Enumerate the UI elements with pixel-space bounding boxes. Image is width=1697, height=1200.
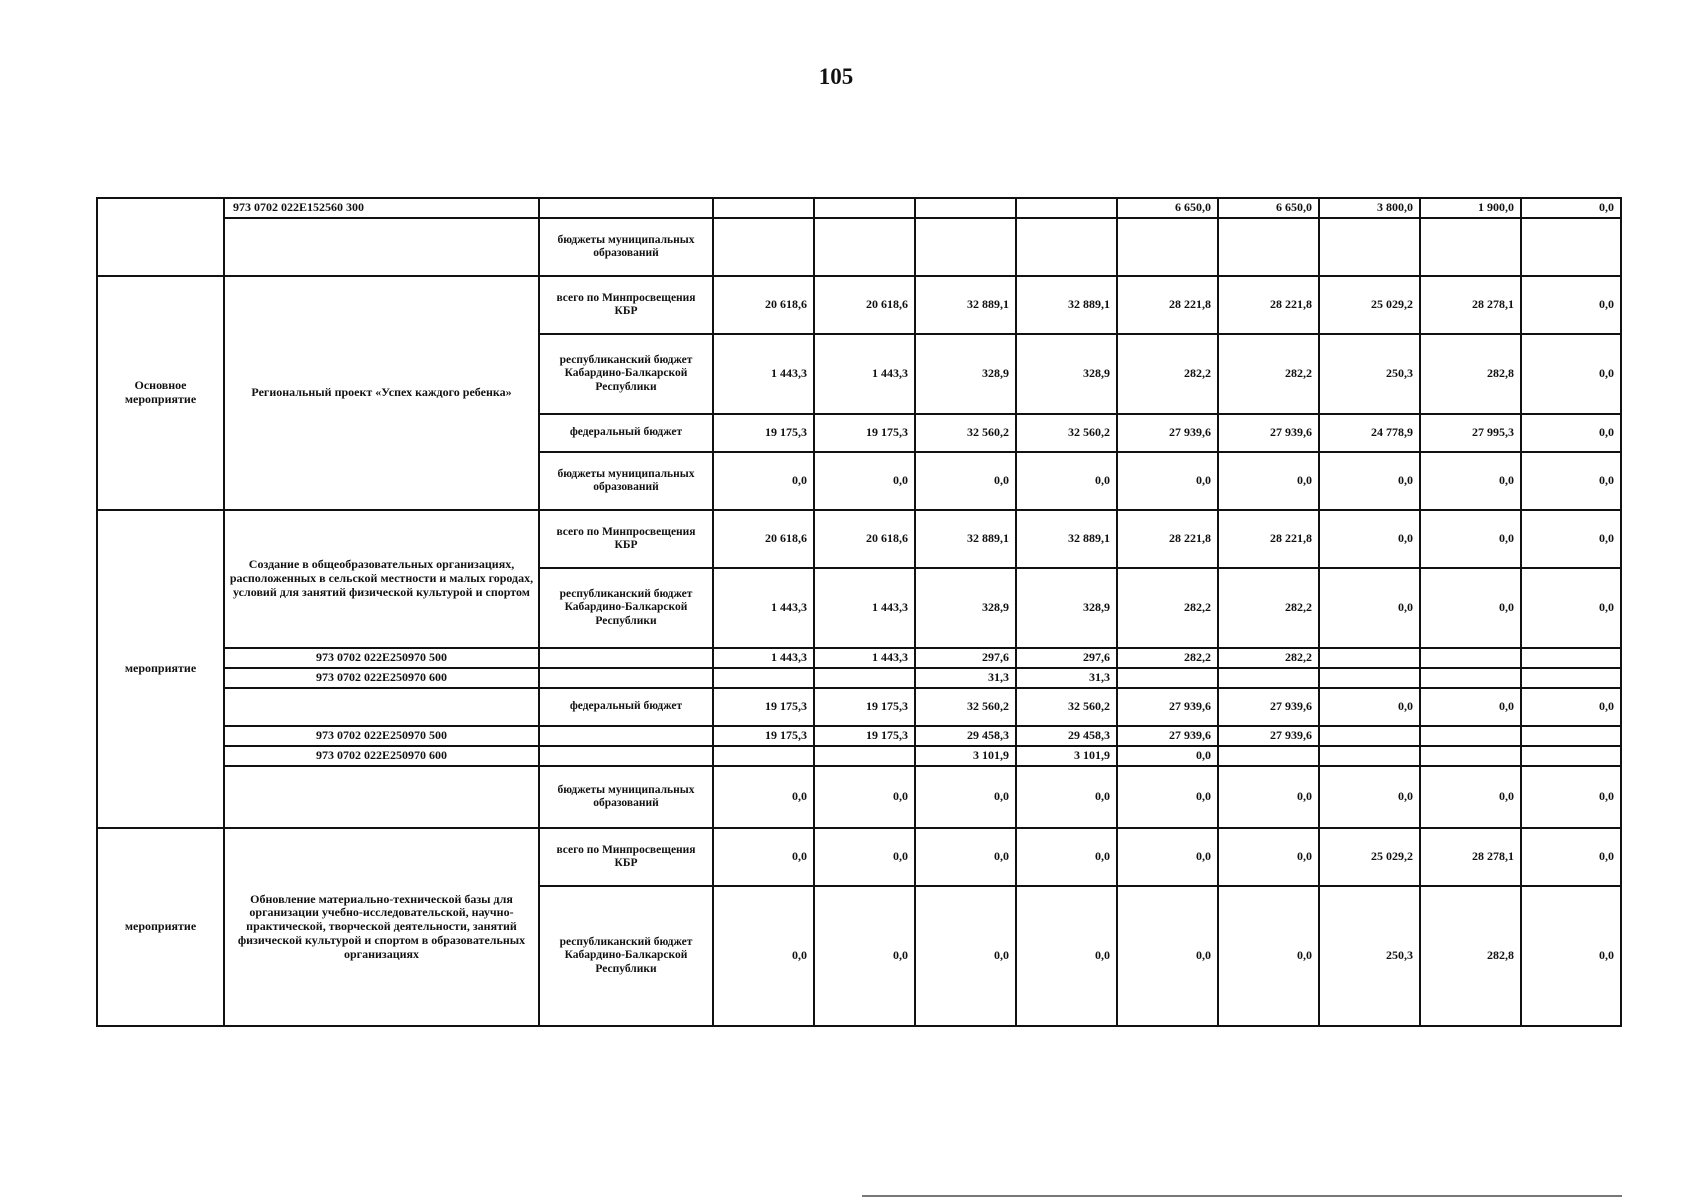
value-cell: 1 443,3 xyxy=(713,648,814,668)
source-cell xyxy=(539,726,713,746)
value-cell: 0,0 xyxy=(1319,688,1420,726)
value-cell xyxy=(1218,218,1319,276)
value-cell: 328,9 xyxy=(915,334,1016,414)
value-cell: 297,6 xyxy=(1016,648,1117,668)
value-cell: 282,2 xyxy=(1218,648,1319,668)
table-row xyxy=(97,276,1621,334)
value-cell: 3 101,9 xyxy=(915,746,1016,766)
value-cell: 0,0 xyxy=(1521,276,1621,334)
value-cell: 0,0 xyxy=(1319,568,1420,648)
value-cell: 282,2 xyxy=(1218,568,1319,648)
value-cell: 0,0 xyxy=(713,452,814,510)
value-cell: 0,0 xyxy=(814,766,915,828)
value-cell: 0,0 xyxy=(1016,766,1117,828)
source-label: бюджеты муниципальных образований xyxy=(539,766,713,828)
value-cell xyxy=(1420,746,1521,766)
value-cell: 28 221,8 xyxy=(1117,276,1218,334)
table-row xyxy=(97,668,1621,688)
value-cell: 29 458,3 xyxy=(1016,726,1117,746)
kbk-code: 973 0702 022E250970 600 xyxy=(224,746,539,766)
value-cell: 297,6 xyxy=(915,648,1016,668)
table-row xyxy=(97,746,1621,766)
type-cell: мероприятие xyxy=(97,510,224,828)
value-cell: 250,3 xyxy=(1319,334,1420,414)
value-cell: 282,2 xyxy=(1117,334,1218,414)
value-cell: 282,8 xyxy=(1420,886,1521,1026)
kbk-code: 973 0702 022E250970 500 xyxy=(224,726,539,746)
value-cell: 0,0 xyxy=(1319,510,1420,568)
value-cell: 0,0 xyxy=(1016,452,1117,510)
value-cell xyxy=(814,746,915,766)
value-cell: 28 278,1 xyxy=(1420,828,1521,886)
name-cell: Региональный проект «Успех каждого ребенка» xyxy=(224,276,539,510)
source-label: всего по Минпросвещения КБР xyxy=(539,276,713,334)
source-label: республиканский бюджет Кабардино-Балкарской Республики xyxy=(539,568,713,648)
name-cell: Обновление материально-технической базы для организации учебно-исследовательской, научно-практической, творческой деятельности, занятий физической культурой и спортом в образовательных организациях xyxy=(224,828,539,1026)
value-cell: 32 889,1 xyxy=(915,510,1016,568)
value-cell: 0,0 xyxy=(915,452,1016,510)
value-cell xyxy=(1016,198,1117,218)
value-cell: 0,0 xyxy=(915,766,1016,828)
value-cell: 19 175,3 xyxy=(814,688,915,726)
value-cell: 27 939,6 xyxy=(1218,414,1319,452)
value-cell: 0,0 xyxy=(1319,452,1420,510)
value-cell: 0,0 xyxy=(713,828,814,886)
value-cell: 0,0 xyxy=(1218,452,1319,510)
source-label: федеральный бюджет xyxy=(539,688,713,726)
value-cell xyxy=(1521,726,1621,746)
value-cell xyxy=(1016,218,1117,276)
source-label: всего по Минпросвещения КБР xyxy=(539,828,713,886)
value-cell: 1 443,3 xyxy=(713,568,814,648)
value-cell xyxy=(1218,746,1319,766)
value-cell: 1 443,3 xyxy=(713,334,814,414)
value-cell: 0,0 xyxy=(814,886,915,1026)
source-cell xyxy=(539,198,713,218)
value-cell: 32 560,2 xyxy=(915,688,1016,726)
value-cell: 1 443,3 xyxy=(814,568,915,648)
kbk-code: 973 0702 022E250970 600 xyxy=(224,668,539,688)
kbk-code: 973 0702 022E250970 500 xyxy=(224,648,539,668)
value-cell: 0,0 xyxy=(1521,334,1621,414)
value-cell xyxy=(814,218,915,276)
table-row xyxy=(97,648,1621,668)
value-cell: 31,3 xyxy=(1016,668,1117,688)
budget-table xyxy=(96,197,1622,1027)
value-cell: 0,0 xyxy=(1521,886,1621,1026)
value-cell: 328,9 xyxy=(915,568,1016,648)
value-cell: 0,0 xyxy=(1521,510,1621,568)
value-cell: 0,0 xyxy=(1420,568,1521,648)
value-cell: 1 900,0 xyxy=(1420,198,1521,218)
value-cell: 19 175,3 xyxy=(814,726,915,746)
value-cell xyxy=(1521,746,1621,766)
scan-artifact-line xyxy=(862,1195,1622,1197)
name-cell xyxy=(224,766,539,828)
value-cell: 0,0 xyxy=(1420,766,1521,828)
source-cell xyxy=(539,668,713,688)
value-cell: 27 939,6 xyxy=(1117,726,1218,746)
value-cell: 28 221,8 xyxy=(1218,510,1319,568)
value-cell xyxy=(1420,726,1521,746)
value-cell: 0,0 xyxy=(1218,766,1319,828)
value-cell: 32 560,2 xyxy=(1016,414,1117,452)
value-cell: 282,8 xyxy=(1420,334,1521,414)
value-cell: 27 939,6 xyxy=(1218,726,1319,746)
value-cell: 32 889,1 xyxy=(915,276,1016,334)
source-cell xyxy=(539,746,713,766)
value-cell: 27 939,6 xyxy=(1117,414,1218,452)
value-cell xyxy=(1218,668,1319,688)
source-label: бюджеты муниципальных образований xyxy=(539,452,713,510)
value-cell: 328,9 xyxy=(1016,334,1117,414)
source-label: республиканский бюджет Кабардино-Балкарской Республики xyxy=(539,334,713,414)
value-cell: 24 778,9 xyxy=(1319,414,1420,452)
value-cell xyxy=(713,198,814,218)
value-cell: 25 029,2 xyxy=(1319,828,1420,886)
value-cell xyxy=(814,668,915,688)
value-cell: 0,0 xyxy=(1117,746,1218,766)
value-cell xyxy=(713,218,814,276)
value-cell: 3 101,9 xyxy=(1016,746,1117,766)
value-cell: 282,2 xyxy=(1218,334,1319,414)
value-cell: 25 029,2 xyxy=(1319,276,1420,334)
value-cell xyxy=(1319,648,1420,668)
value-cell: 20 618,6 xyxy=(814,276,915,334)
value-cell: 31,3 xyxy=(915,668,1016,688)
value-cell: 0,0 xyxy=(1521,568,1621,648)
type-cell xyxy=(97,198,224,276)
value-cell xyxy=(1420,218,1521,276)
source-cell xyxy=(539,648,713,668)
value-cell: 0,0 xyxy=(713,886,814,1026)
value-cell: 0,0 xyxy=(1420,510,1521,568)
value-cell xyxy=(1117,218,1218,276)
value-cell: 27 939,6 xyxy=(1117,688,1218,726)
value-cell xyxy=(1319,726,1420,746)
name-cell xyxy=(224,688,539,726)
table-row xyxy=(97,688,1621,726)
name-cell: Создание в общеобразовательных организациях, расположенных в сельской местности и малых городах, условий для занятий физической культурой и спортом xyxy=(224,510,539,648)
value-cell: 20 618,6 xyxy=(814,510,915,568)
value-cell: 0,0 xyxy=(1521,766,1621,828)
value-cell: 19 175,3 xyxy=(713,688,814,726)
value-cell: 19 175,3 xyxy=(713,414,814,452)
value-cell: 32 889,1 xyxy=(1016,276,1117,334)
value-cell: 0,0 xyxy=(1117,766,1218,828)
value-cell: 0,0 xyxy=(1319,766,1420,828)
value-cell xyxy=(713,746,814,766)
table-row xyxy=(97,198,1621,218)
value-cell: 0,0 xyxy=(1218,828,1319,886)
value-cell: 32 560,2 xyxy=(1016,688,1117,726)
value-cell: 28 221,8 xyxy=(1117,510,1218,568)
value-cell: 19 175,3 xyxy=(814,414,915,452)
value-cell: 32 560,2 xyxy=(915,414,1016,452)
value-cell: 19 175,3 xyxy=(713,726,814,746)
value-cell: 28 278,1 xyxy=(1420,276,1521,334)
value-cell: 0,0 xyxy=(1420,452,1521,510)
value-cell: 0,0 xyxy=(1420,688,1521,726)
value-cell: 6 650,0 xyxy=(1117,198,1218,218)
value-cell: 1 443,3 xyxy=(814,334,915,414)
value-cell xyxy=(915,198,1016,218)
value-cell: 0,0 xyxy=(1521,452,1621,510)
value-cell: 0,0 xyxy=(1218,886,1319,1026)
value-cell xyxy=(1521,218,1621,276)
value-cell: 1 443,3 xyxy=(814,648,915,668)
table-row xyxy=(97,766,1621,828)
value-cell: 0,0 xyxy=(1521,198,1621,218)
value-cell: 20 618,6 xyxy=(713,510,814,568)
value-cell: 282,2 xyxy=(1117,648,1218,668)
table-row xyxy=(97,828,1621,886)
type-cell: мероприятие xyxy=(97,828,224,1026)
kbk-code: 973 0702 022E152560 300 xyxy=(224,198,539,218)
value-cell: 0,0 xyxy=(1016,828,1117,886)
value-cell xyxy=(1420,648,1521,668)
table-row xyxy=(97,726,1621,746)
source-label: бюджеты муниципальных образований xyxy=(539,218,713,276)
value-cell: 0,0 xyxy=(1117,828,1218,886)
value-cell xyxy=(814,198,915,218)
value-cell: 29 458,3 xyxy=(915,726,1016,746)
value-cell: 250,3 xyxy=(1319,886,1420,1026)
value-cell xyxy=(1319,668,1420,688)
value-cell: 328,9 xyxy=(1016,568,1117,648)
value-cell: 0,0 xyxy=(1521,688,1621,726)
table-row xyxy=(97,510,1621,568)
value-cell xyxy=(1319,746,1420,766)
page-number: 105 xyxy=(818,64,854,89)
table-row xyxy=(97,218,1621,276)
type-cell: Основное мероприятие xyxy=(97,276,224,510)
value-cell: 282,2 xyxy=(1117,568,1218,648)
source-label: федеральный бюджет xyxy=(539,414,713,452)
name-cell xyxy=(224,218,539,276)
value-cell: 0,0 xyxy=(814,828,915,886)
value-cell xyxy=(1117,668,1218,688)
value-cell xyxy=(1420,668,1521,688)
value-cell xyxy=(1521,668,1621,688)
value-cell: 0,0 xyxy=(814,452,915,510)
value-cell xyxy=(1521,648,1621,668)
value-cell: 0,0 xyxy=(1521,828,1621,886)
value-cell xyxy=(915,218,1016,276)
value-cell: 27 995,3 xyxy=(1420,414,1521,452)
value-cell: 0,0 xyxy=(1117,886,1218,1026)
source-label: всего по Минпросвещения КБР xyxy=(539,510,713,568)
value-cell: 0,0 xyxy=(713,766,814,828)
value-cell xyxy=(1319,218,1420,276)
value-cell: 3 800,0 xyxy=(1319,198,1420,218)
value-cell: 6 650,0 xyxy=(1218,198,1319,218)
value-cell: 0,0 xyxy=(915,886,1016,1026)
value-cell: 0,0 xyxy=(915,828,1016,886)
value-cell: 20 618,6 xyxy=(713,276,814,334)
value-cell xyxy=(713,668,814,688)
value-cell: 32 889,1 xyxy=(1016,510,1117,568)
source-label: республиканский бюджет Кабардино-Балкарской Республики xyxy=(539,886,713,1026)
value-cell: 0,0 xyxy=(1521,414,1621,452)
value-cell: 0,0 xyxy=(1117,452,1218,510)
value-cell: 0,0 xyxy=(1016,886,1117,1026)
value-cell: 28 221,8 xyxy=(1218,276,1319,334)
value-cell: 27 939,6 xyxy=(1218,688,1319,726)
